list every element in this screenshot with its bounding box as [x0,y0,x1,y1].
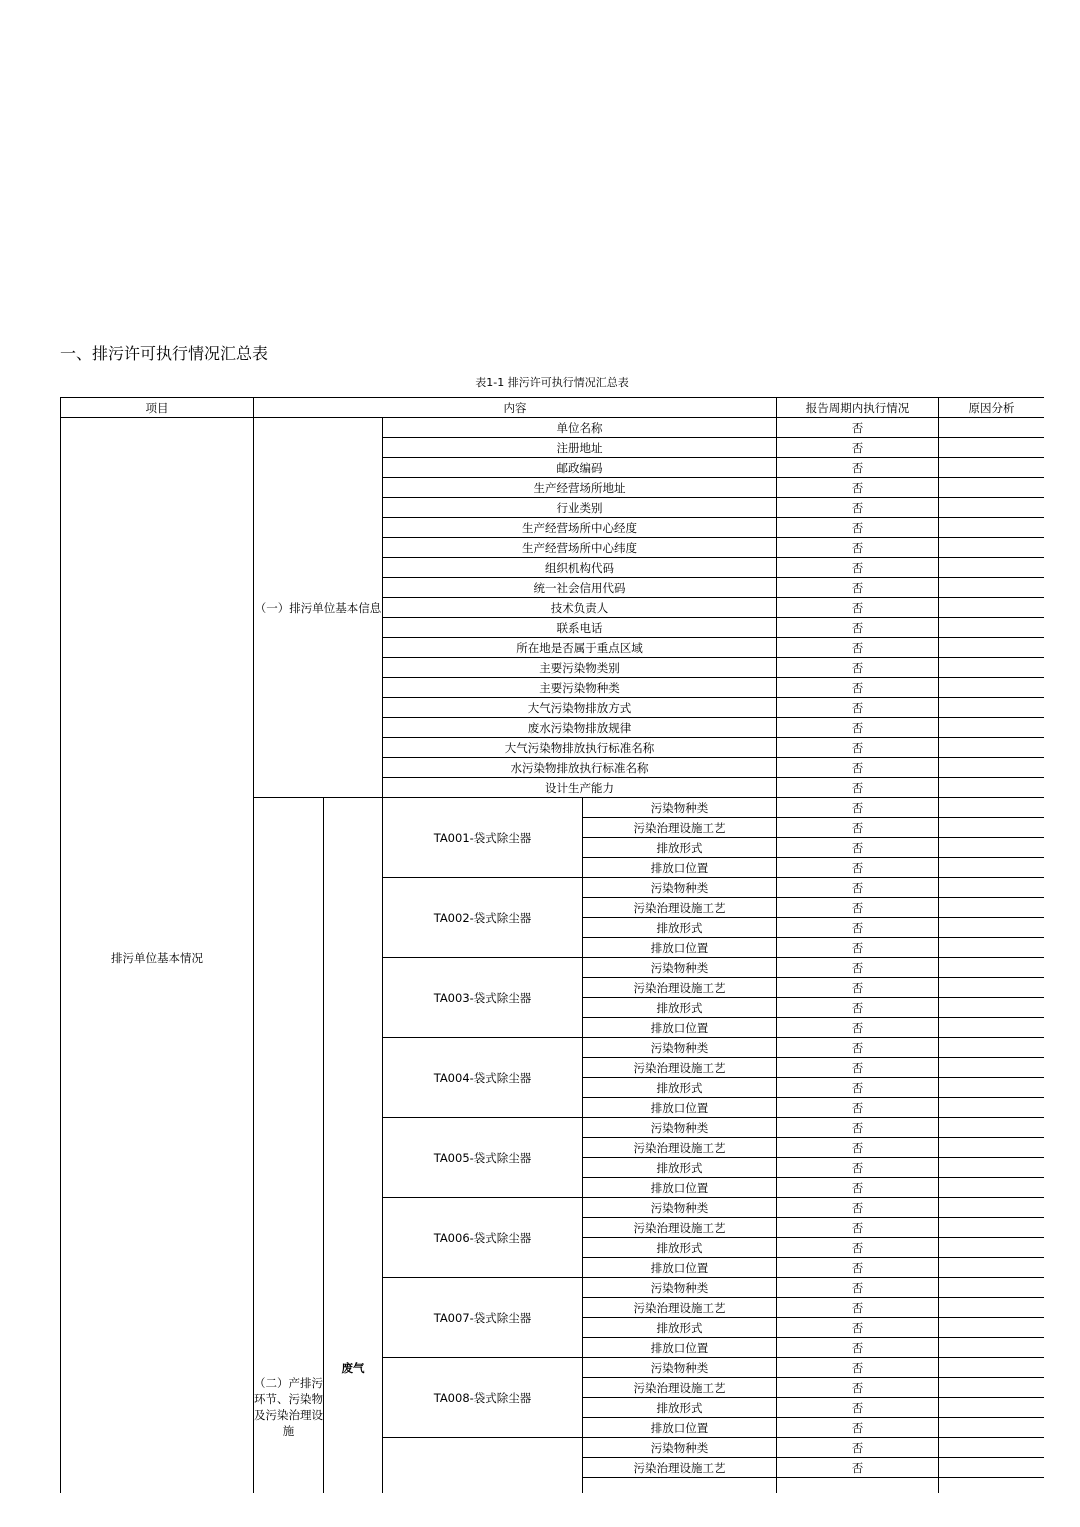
status-cell: 否 [777,1318,939,1338]
reason-cell [939,958,1045,978]
reason-cell [939,1158,1045,1178]
facility-item-label: 排放形式 [583,998,777,1018]
waste-gas-label: 废气 [324,798,383,1494]
reason-cell [939,838,1045,858]
reason-cell [939,1058,1045,1078]
facility-item-label: 排放口位置 [583,1018,777,1038]
reason-cell [939,718,1045,738]
reason-cell [939,1338,1045,1358]
facility-name: TA002-袋式除尘器 [383,878,583,958]
facility-item-label: 污染物种类 [583,1118,777,1138]
reason-cell [939,1318,1045,1338]
status-cell: 否 [777,538,939,558]
status-cell: 否 [777,1258,939,1278]
reason-cell [939,758,1045,778]
item-label: 主要污染物类别 [383,658,777,678]
reason-cell [939,878,1045,898]
reason-cell [939,998,1045,1018]
item-label: 注册地址 [383,438,777,458]
reason-cell [939,778,1045,798]
facility-item-label: 排放形式 [583,1318,777,1338]
facility-item-label: 污染治理设施工艺 [583,1378,777,1398]
item-label: 水污染物排放执行标准名称 [383,758,777,778]
status-cell: 否 [777,938,939,958]
status-cell: 否 [777,958,939,978]
status-cell: 否 [777,1038,939,1058]
facility-item-label: 污染物种类 [583,1038,777,1058]
reason-cell [939,1118,1045,1138]
status-cell: 否 [777,678,939,698]
reason-cell [939,438,1045,458]
status-cell: 否 [777,478,939,498]
reason-cell [939,538,1045,558]
reason-cell [939,818,1045,838]
header-status: 报告周期内执行情况 [777,398,939,418]
status-cell: 否 [777,738,939,758]
status-cell: 否 [777,1198,939,1218]
reason-cell [939,798,1045,818]
facility-item-label: 污染治理设施工艺 [583,1458,777,1478]
item-label: 技术负责人 [383,598,777,618]
status-cell: 否 [777,858,939,878]
facility-item-label: 污染物种类 [583,1278,777,1298]
item-label: 邮政编码 [383,458,777,478]
status-cell: 否 [777,518,939,538]
item-label: 废水污染物排放规律 [383,718,777,738]
status-cell: 否 [777,1418,939,1438]
item-label: 组织机构代码 [383,558,777,578]
status-cell: 否 [777,1118,939,1138]
table-container [60,397,1044,1493]
reason-cell [939,738,1045,758]
facility-item-label: 污染治理设施工艺 [583,898,777,918]
status-cell: 否 [777,638,939,658]
facility-name: TA001-袋式除尘器 [383,798,583,878]
facility-item-label: 排放口位置 [583,858,777,878]
status-cell: 否 [777,1238,939,1258]
section-title: 一、排污许可执行情况汇总表 [60,344,269,363]
facilities-group-label: （二）产排污环节、污染物及污染治理设施 [254,798,324,1494]
status-cell: 否 [777,1218,939,1238]
item-label: 统一社会信用代码 [383,578,777,598]
reason-cell [939,1458,1045,1478]
facility-item-label: 污染治理设施工艺 [583,978,777,998]
reason-cell [939,1218,1045,1238]
status-cell: 否 [777,718,939,738]
status-cell: 否 [777,798,939,818]
status-cell: 否 [777,418,939,438]
facility-item-label: 排放口位置 [583,1178,777,1198]
header-reason: 原因分析 [939,398,1045,418]
status-cell: 否 [777,1058,939,1078]
status-cell: 否 [777,438,939,458]
item-label: 联系电话 [383,618,777,638]
reason-cell [939,1038,1045,1058]
facility-name: TA005-袋式除尘器 [383,1118,583,1198]
reason-cell [939,598,1045,618]
status-cell: 否 [777,1018,939,1038]
status-cell [777,1478,939,1494]
facility-name: TA008-袋式除尘器 [383,1358,583,1438]
reason-cell [939,558,1045,578]
facility-name: TA004-袋式除尘器 [383,1038,583,1118]
status-cell: 否 [777,998,939,1018]
status-cell: 否 [777,1138,939,1158]
status-cell: 否 [777,1438,939,1458]
table-row [61,418,1045,438]
status-cell: 否 [777,1358,939,1378]
status-cell: 否 [777,1178,939,1198]
facility-item-label: 排放口位置 [583,1418,777,1438]
reason-cell [939,1138,1045,1158]
facility-item-label: 污染治理设施工艺 [583,1058,777,1078]
item-label: 生产经营场所中心经度 [383,518,777,538]
status-cell: 否 [777,1298,939,1318]
status-cell: 否 [777,758,939,778]
status-cell: 否 [777,838,939,858]
reason-cell [939,578,1045,598]
reason-cell [939,458,1045,478]
reason-cell [939,698,1045,718]
facility-item-label: 污染物种类 [583,1438,777,1458]
status-cell: 否 [777,1158,939,1178]
status-cell: 否 [777,1078,939,1098]
facility-item-label: 排放形式 [583,1078,777,1098]
status-cell: 否 [777,1458,939,1478]
reason-cell [939,638,1045,658]
status-cell: 否 [777,1398,939,1418]
basic-info-group-label: （一）排污单位基本信息 [254,418,383,798]
reason-cell [939,1478,1045,1494]
facility-item-label: 排放口位置 [583,1338,777,1358]
header-content: 内容 [254,398,777,418]
facility-item-label: 排放形式 [583,1158,777,1178]
item-label: 主要污染物种类 [383,678,777,698]
reason-cell [939,1278,1045,1298]
reason-cell [939,478,1045,498]
facility-item-label: 排放口位置 [583,1258,777,1278]
reason-cell [939,618,1045,638]
facility-name: TA006-袋式除尘器 [383,1198,583,1278]
status-cell: 否 [777,918,939,938]
reason-cell [939,918,1045,938]
reason-cell [939,1418,1045,1438]
reason-cell [939,1258,1045,1278]
header-project: 项目 [61,398,254,418]
facility-item-label: 污染物种类 [583,1358,777,1378]
facility-item-label: 污染物种类 [583,878,777,898]
status-cell: 否 [777,618,939,638]
facility-item-label: 排放口位置 [583,1098,777,1118]
project-label: 排污单位基本情况 [61,418,254,1494]
reason-cell [939,858,1045,878]
facility-item-label: 排放形式 [583,1398,777,1418]
item-label: 单位名称 [383,418,777,438]
table-caption: 表1-1 排污许可执行情况汇总表 [475,376,629,389]
item-label: 大气污染物排放方式 [383,698,777,718]
reason-cell [939,1378,1045,1398]
facility-item-label: 污染治理设施工艺 [583,1218,777,1238]
status-cell: 否 [777,778,939,798]
item-label: 大气污染物排放执行标准名称 [383,738,777,758]
facility-item-label: 污染治理设施工艺 [583,818,777,838]
item-label: 生产经营场所地址 [383,478,777,498]
reason-cell [939,1238,1045,1258]
status-cell: 否 [777,1278,939,1298]
status-cell: 否 [777,498,939,518]
status-cell: 否 [777,1098,939,1118]
status-cell: 否 [777,558,939,578]
reason-cell [939,938,1045,958]
reason-cell [939,1178,1045,1198]
item-label: 所在地是否属于重点区域 [383,638,777,658]
reason-cell [939,898,1045,918]
reason-cell [939,1098,1045,1118]
status-cell: 否 [777,818,939,838]
reason-cell [939,1198,1045,1218]
reason-cell [939,518,1045,538]
status-cell: 否 [777,458,939,478]
reason-cell [939,498,1045,518]
facility-item-label [583,1478,777,1494]
facility-name [383,1438,583,1494]
reason-cell [939,1018,1045,1038]
facility-item-label: 污染物种类 [583,958,777,978]
status-cell: 否 [777,878,939,898]
facility-item-label: 污染物种类 [583,1198,777,1218]
facility-name: TA007-袋式除尘器 [383,1278,583,1358]
status-cell: 否 [777,978,939,998]
item-label: 生产经营场所中心纬度 [383,538,777,558]
status-cell: 否 [777,698,939,718]
item-label: 设计生产能力 [383,778,777,798]
status-cell: 否 [777,898,939,918]
facility-name: TA003-袋式除尘器 [383,958,583,1038]
summary-table [60,397,1044,1493]
reason-cell [939,658,1045,678]
facility-item-label: 排放口位置 [583,938,777,958]
facility-item-label: 污染物种类 [583,798,777,818]
status-cell: 否 [777,658,939,678]
status-cell: 否 [777,598,939,618]
reason-cell [939,678,1045,698]
reason-cell [939,1438,1045,1458]
reason-cell [939,1358,1045,1378]
reason-cell [939,418,1045,438]
reason-cell [939,978,1045,998]
reason-cell [939,1078,1045,1098]
facility-item-label: 排放形式 [583,1238,777,1258]
item-label: 行业类别 [383,498,777,518]
status-cell: 否 [777,578,939,598]
reason-cell [939,1398,1045,1418]
status-cell: 否 [777,1338,939,1358]
facility-item-label: 排放形式 [583,838,777,858]
facility-item-label: 污染治理设施工艺 [583,1298,777,1318]
facility-item-label: 排放形式 [583,918,777,938]
table-row [61,398,1045,418]
reason-cell [939,1298,1045,1318]
status-cell: 否 [777,1378,939,1398]
facility-item-label: 污染治理设施工艺 [583,1138,777,1158]
